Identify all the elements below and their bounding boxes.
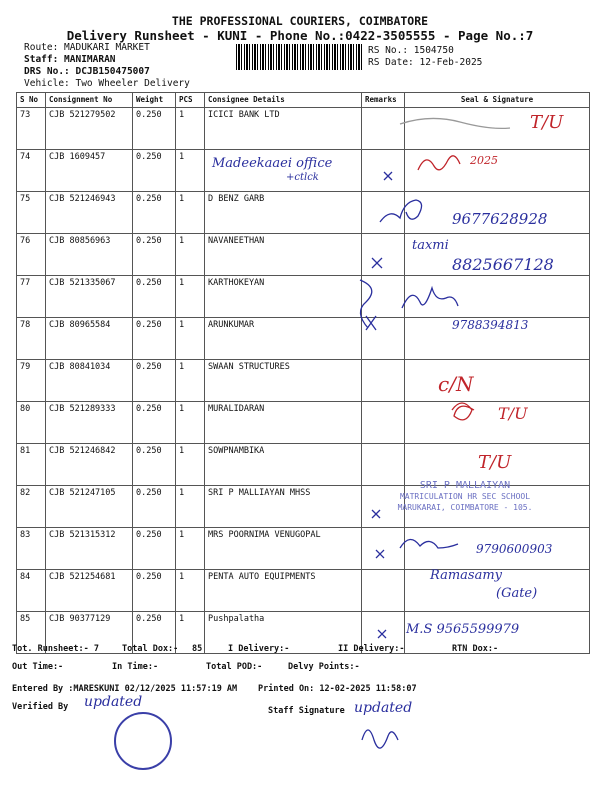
handwriting-r76-b: 8825667128 xyxy=(452,255,554,274)
handwriting-r79: c/N xyxy=(438,372,474,396)
sno: 84 xyxy=(17,570,46,612)
handwriting-r81: T/U xyxy=(478,452,512,473)
pcs: 1 xyxy=(176,444,205,486)
i-delivery: I Delivery:- xyxy=(228,644,290,654)
consignee: MURALIDARAN xyxy=(205,402,362,444)
company-title: THE PROFESSIONAL COURIERS, COIMBATORE xyxy=(171,14,429,28)
consignee: D BENZ GARB xyxy=(205,192,362,234)
consignment-no: CJB 521246943 xyxy=(46,192,133,234)
consignee: ICICI BANK LTD xyxy=(205,108,362,150)
consignment-no: CJB 521335067 xyxy=(46,276,133,318)
sno: 81 xyxy=(17,444,46,486)
staff-signature-handwriting: updated xyxy=(354,700,413,716)
weight: 0.250 xyxy=(133,570,176,612)
weight: 0.250 xyxy=(133,444,176,486)
weight: 0.250 xyxy=(133,612,176,654)
handwriting-r84-b: (Gate) xyxy=(496,586,538,601)
consignment-no: CJB 521289333 xyxy=(46,402,133,444)
consignment-no: CJB 80841034 xyxy=(46,360,133,402)
total-dox-value: 85 xyxy=(192,644,203,654)
cross-mark-r76 xyxy=(372,258,382,268)
rs-number: RS No.: 1504750 xyxy=(368,45,454,56)
ii-delivery: II Delivery:- xyxy=(338,644,405,654)
stamp-line-1: SRI P MALLAIYAN xyxy=(419,480,511,491)
sno: 78 xyxy=(17,318,46,360)
pcs: 1 xyxy=(176,108,205,150)
pcs: 1 xyxy=(176,360,205,402)
consignment-no: CJB 90377129 xyxy=(46,612,133,654)
sno: 74 xyxy=(17,150,46,192)
weight: 0.250 xyxy=(133,192,176,234)
drs-number: DRS No.: DCJB150475007 xyxy=(24,66,150,77)
weight: 0.250 xyxy=(133,276,176,318)
in-time: In Time:- xyxy=(112,662,159,672)
out-time: Out Time:- xyxy=(12,662,64,672)
handwriting-r73: T/U xyxy=(530,112,564,133)
handwriting-r83: 9790600903 xyxy=(476,542,553,556)
weight: 0.250 xyxy=(133,108,176,150)
col-consignment: Consignment No xyxy=(46,93,133,108)
consignee: ARUNKUMAR xyxy=(205,318,362,360)
pcs: 1 xyxy=(176,234,205,276)
route: Route: MADUKARI MARKET xyxy=(24,42,150,53)
vehicle: Vehicle: Two Wheeler Delivery xyxy=(24,78,190,89)
verified-by-handwriting: updated xyxy=(84,694,143,710)
handwriting-r78: 9788394813 xyxy=(452,318,529,332)
cross-mark-r78 xyxy=(366,316,376,330)
sno: 85 xyxy=(17,612,46,654)
col-sno: S No xyxy=(17,93,46,108)
handwriting-r85: M.S 9565599979 xyxy=(406,622,520,637)
signature-staff xyxy=(362,730,398,748)
consignment-no: CJB 80856963 xyxy=(46,234,133,276)
total-dox-label: Total Dox:- xyxy=(122,644,179,654)
pcs: 1 xyxy=(176,150,205,192)
col-remarks: Remarks xyxy=(362,93,405,108)
sno: 82 xyxy=(17,486,46,528)
signature-r73 xyxy=(400,118,510,128)
consignment-no: CJB 1609457 xyxy=(46,150,133,192)
consignee: SWAAN STRUCTURES xyxy=(205,360,362,402)
handwriting-r76-a: taxmi xyxy=(412,238,449,253)
sno: 75 xyxy=(17,192,46,234)
cross-mark-r83 xyxy=(376,550,384,558)
staff-signature-label: Staff Signature xyxy=(268,706,345,716)
pcs: 1 xyxy=(176,402,205,444)
consignee: MRS POORNIMA VENUGOPAL xyxy=(205,528,362,570)
consignment-no: CJB 521315312 xyxy=(46,528,133,570)
consignee: SRI P MALLIAYAN MHSS xyxy=(205,486,362,528)
consignee: Pushpalatha xyxy=(205,612,362,654)
sno: 77 xyxy=(17,276,46,318)
stamp-line-2: MATRICULATION HR SEC SCHOOL xyxy=(399,492,531,501)
handwriting-r74-name: Madeekaaei office xyxy=(212,156,333,171)
handwriting-r80: T/U xyxy=(498,404,528,423)
verified-by-label: Verified By xyxy=(12,702,69,712)
weight: 0.250 xyxy=(133,360,176,402)
tot-runsheet: Tot. Runsheet:- 7 xyxy=(12,644,99,654)
cross-mark-r85 xyxy=(378,630,386,638)
sno: 79 xyxy=(17,360,46,402)
weight: 0.250 xyxy=(133,234,176,276)
handwriting-r74-sub: +ctlck xyxy=(286,172,319,183)
delvy-points: Delvy Points:- xyxy=(288,662,360,672)
handwriting-r75: 9677628928 xyxy=(452,210,548,228)
consignment-no: CJB 521247105 xyxy=(46,486,133,528)
handwriting-r74-sig: 2025 xyxy=(470,154,498,167)
weight: 0.250 xyxy=(133,318,176,360)
staff: Staff: MANIMARAN xyxy=(24,54,116,65)
signature-r74 xyxy=(418,156,460,170)
pcs: 1 xyxy=(176,570,205,612)
signature-r80 xyxy=(452,403,474,420)
consignment-no: CJB 521279502 xyxy=(46,108,133,150)
col-consignee: Consignee Details xyxy=(205,93,362,108)
weight: 0.250 xyxy=(133,402,176,444)
signature-r83 xyxy=(400,539,458,548)
sno: 76 xyxy=(17,234,46,276)
col-pcs: PCS xyxy=(176,93,205,108)
entered-by: Entered By :MARESKUNI 02/12/2025 11:57:19 AM xyxy=(12,684,238,694)
col-signature: Seal & Signature xyxy=(405,93,590,108)
consignment-no: CJB 521246842 xyxy=(46,444,133,486)
printed-on: Printed On: 12-02-2025 11:58:07 xyxy=(258,684,417,694)
round-stamp xyxy=(114,712,172,770)
pcs: 1 xyxy=(176,192,205,234)
consignee: SOWPNAMBIKA xyxy=(205,444,362,486)
signature-r75 xyxy=(380,200,422,222)
cross-mark-r82 xyxy=(372,510,380,518)
pcs: 1 xyxy=(176,612,205,654)
rtn-dox: RTN Dox:- xyxy=(452,644,499,654)
consignment-no: CJB 80965584 xyxy=(46,318,133,360)
consignment-no: CJB 521254681 xyxy=(46,570,133,612)
consignee: PENTA AUTO EQUIPMENTS xyxy=(205,570,362,612)
cross-mark-r74 xyxy=(384,172,392,180)
consignee: NAVANEETHAN xyxy=(205,234,362,276)
handwriting-r84-a: Ramasamy xyxy=(430,568,503,583)
sno: 83 xyxy=(17,528,46,570)
pcs: 1 xyxy=(176,528,205,570)
sno: 80 xyxy=(17,402,46,444)
weight: 0.250 xyxy=(133,150,176,192)
pcs: 1 xyxy=(176,318,205,360)
col-weight: Weight xyxy=(133,93,176,108)
rs-date: RS Date: 12-Feb-2025 xyxy=(368,57,483,68)
signature-r78 xyxy=(402,288,458,308)
weight: 0.250 xyxy=(133,486,176,528)
total-pod: Total POD:- xyxy=(206,662,263,672)
pcs: 1 xyxy=(176,276,205,318)
stamp-line-3: MARUKARAI, COIMBATORE - 105. xyxy=(397,503,533,512)
runsheet-subtitle: Delivery Runsheet - KUNI - Phone No.:0422-3505555 - Page No.:7 xyxy=(66,28,534,43)
sno: 73 xyxy=(17,108,46,150)
consignee: KARTHOKEYAN xyxy=(205,276,362,318)
pcs: 1 xyxy=(176,486,205,528)
weight: 0.250 xyxy=(133,528,176,570)
